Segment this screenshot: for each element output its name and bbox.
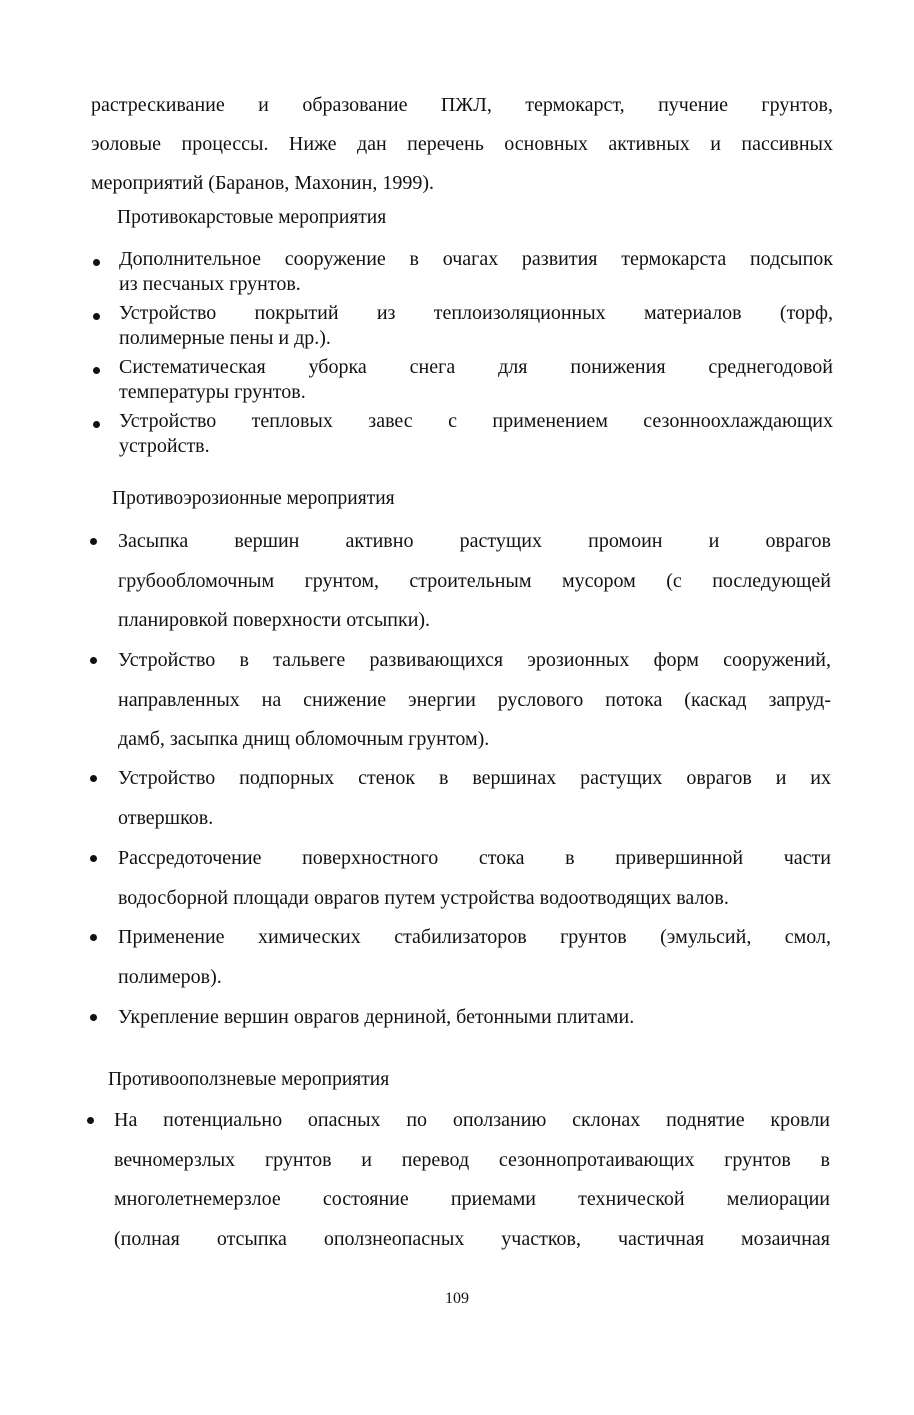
text-line: Устройство подпорных стенок в вершинах растущих оврагов и их [118, 767, 831, 789]
bullet-icon [87, 1117, 94, 1124]
text-line: Рассредоточение поверхностного стока в привершинной части [118, 847, 831, 869]
text-line: планировкой поверхности отсыпки). [118, 609, 431, 631]
text-line: Устройство в тальвеге развивающихся эрозионных форм сооружений, [118, 649, 831, 671]
text-line: направленных на снижение энергии руслового потока (каскад запруд- [118, 688, 831, 711]
text-line: Дополнительное сооружение в очагах развития термокарста подсыпок [119, 248, 833, 270]
text-line: из песчаных грунтов. [119, 273, 301, 295]
section-heading-antilandslide: Противооползневые мероприятия [108, 1069, 390, 1090]
section-heading-antierosion: Противоэрозионные мероприятия [112, 488, 395, 509]
list-item [118, 998, 831, 1038]
text-line: вечномерзлых грунтов и перевод сезоннопротаивающих грунтов в [114, 1148, 830, 1171]
text-line: водосборной площади оврагов путем устройства водоотводящих валов. [118, 886, 729, 909]
text-line: Систематическая уборка снега для понижения среднегодовой [119, 356, 833, 378]
bullet-icon [90, 855, 97, 862]
list-item [119, 247, 833, 297]
text-line: грубообломочным грунтом, строительным мусором (с последующей [118, 569, 831, 592]
list-item [118, 759, 831, 838]
bullet-icon [90, 1014, 97, 1021]
text-line: полимеров). [118, 965, 222, 988]
bullet-icon [93, 367, 100, 374]
bullet-icon [93, 421, 100, 428]
list-item [118, 522, 831, 641]
intro-paragraph [91, 86, 833, 203]
list-item [119, 355, 833, 405]
bullet-icon [90, 934, 97, 941]
list-item [118, 839, 831, 918]
text-line: мероприятий (Баранов, Махонин, 1999). [91, 172, 434, 194]
text-line: многолетнемерзлое состояние приемами технической мелиорации [114, 1188, 830, 1210]
text-line: полимерные пены и др.). [119, 327, 331, 349]
text-line: На потенциально опасных по оползанию склонах поднятие кровли [114, 1109, 830, 1131]
bullet-icon [90, 775, 97, 782]
text-line: (полная отсыпка оползнеопасных участков, частичная мозаичная [114, 1227, 830, 1250]
text-line: Устройство тепловых завес с применением сезонноохлаждающих [119, 410, 833, 432]
text-line: Засыпка вершин активно растущих промоин и оврагов [118, 530, 831, 552]
text-line: эоловые процессы. Ниже дан перечень основных активных и пассивных [91, 133, 833, 155]
text-line: устройств. [119, 435, 210, 457]
text-line: дамб, засыпка днищ обломочным грунтом). [118, 728, 490, 750]
text-line: растрескивание и образование ПЖЛ, термокарст, пучение грунтов, [91, 94, 833, 116]
bullet-icon [93, 313, 100, 320]
list-item [118, 918, 831, 997]
text-line: температуры грунтов. [119, 381, 306, 403]
list-item [114, 1101, 830, 1259]
text-line: Применение химических стабилизаторов грунтов (эмульсий, смол, [118, 926, 831, 948]
text-line: Устройство покрытий из теплоизоляционных материалов (торф, [119, 302, 833, 324]
text-line: отвершков. [118, 806, 214, 829]
list-item [119, 301, 833, 351]
text-line: Укрепление вершин оврагов дерниной, бетонными плитами. [118, 1006, 635, 1028]
page-number: 109 [445, 1290, 469, 1307]
bullet-icon [90, 538, 97, 545]
section-heading-antikarst: Противокарстовые мероприятия [117, 207, 387, 228]
list-item [118, 641, 831, 760]
list-item [119, 409, 833, 459]
bullet-icon [90, 657, 97, 664]
bullet-icon [93, 259, 100, 266]
